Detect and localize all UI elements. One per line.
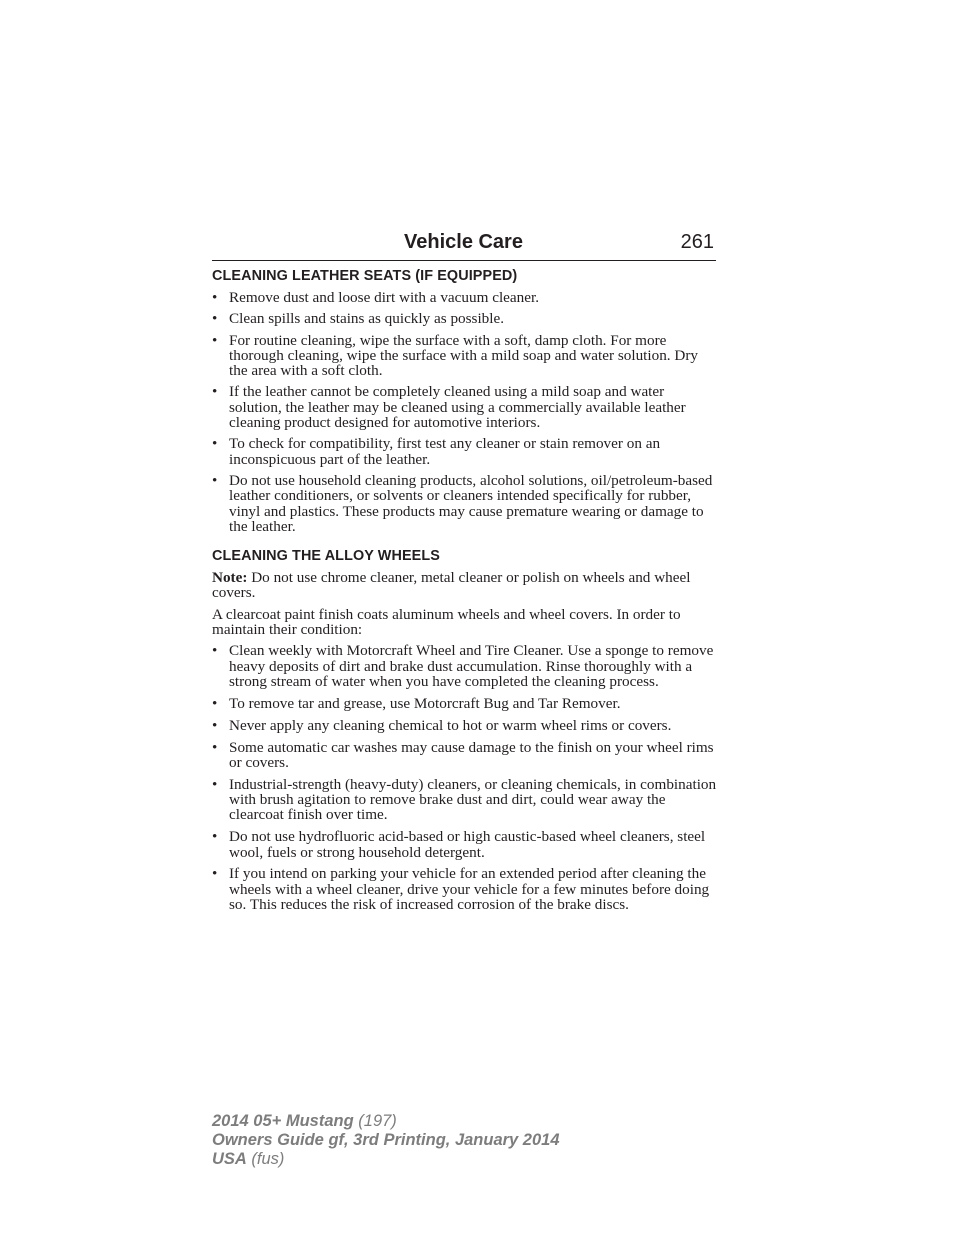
bullet-icon: •: [212, 310, 218, 328]
list-item-text: Some automatic car washes may cause damage to the finish on your wheel rims or covers.: [229, 738, 714, 771]
list-item: [212, 473, 717, 534]
note-text: Do not use chrome cleaner, metal cleaner or polish on wheels and wheel covers.: [212, 569, 691, 602]
page-header: [212, 229, 716, 261]
list-item-text: To remove tar and grease, use Motorcraft Bug and Tar Remover.: [229, 694, 621, 712]
list-item: [212, 718, 717, 733]
list-item-text: Clean weekly with Motorcraft Wheel and Tire Cleaner. Use a sponge to remove heavy deposits of dirt and brake dust accumulation. Rinse thoroughly with a strong stream of water when you have completed the cleaning process.: [229, 642, 714, 690]
list-item: [212, 436, 717, 467]
list-item-text: Industrial-strength (heavy-duty) cleaners, or cleaning chemicals, in combination with brush agitation to remove brake dust and dirt, could wear away the clearcoat finish over time.: [229, 775, 717, 824]
bullet-icon: •: [212, 471, 218, 489]
list-item-text: Do not use hydrofluoric acid-based or high caustic-based wheel cleaners, steel wool, fuels or strong household detergent.: [229, 828, 706, 861]
bullet-icon: •: [212, 716, 218, 734]
page-footer: [212, 1112, 560, 1169]
list-item-text: If you intend on parking your vehicle for an extended period after cleaning the wheels with a wheel cleaner, drive your vehicle for a few minutes before doing so. This reduces the risk of increased corrosion of the brake discs.: [229, 865, 710, 914]
bullet-icon: •: [212, 865, 218, 883]
leather-seats-list: [212, 290, 717, 534]
bullet-icon: •: [212, 694, 218, 712]
list-item: [212, 643, 717, 689]
footer-model: 2014 05+ Mustang: [212, 1112, 354, 1130]
list-item-text: Never apply any cleaning chemical to hot or warm wheel rims or covers.: [229, 716, 672, 734]
list-item: [212, 696, 717, 711]
list-item-text: For routine cleaning, wipe the surface with a soft, damp cloth. For more thorough cleaning, wipe the surface with a mild soap and water solution. Dry the area with a soft cloth.: [229, 331, 699, 380]
list-item: [212, 333, 717, 379]
list-item-text: To check for compatibility, first test any cleaner or stain remover on an inconspicuous part of the leather.: [229, 435, 661, 468]
section-heading-leather-seats: CLEANING LEATHER SEATS (IF EQUIPPED): [212, 268, 518, 284]
list-item: [212, 384, 717, 430]
bullet-icon: •: [212, 738, 218, 756]
list-item: [212, 866, 717, 912]
list-item: [212, 777, 717, 823]
footer-line-model: [212, 1112, 560, 1131]
bullet-icon: •: [212, 383, 218, 401]
bullet-icon: •: [212, 289, 218, 306]
bullet-icon: •: [212, 775, 218, 793]
list-item-text: Remove dust and loose dirt with a vacuum cleaner.: [229, 289, 539, 306]
section-heading-alloy-wheels: CLEANING THE ALLOY WHEELS: [212, 548, 440, 565]
footer-line-market: [212, 1150, 560, 1169]
footer-market: USA: [212, 1150, 247, 1168]
footer-market-code: (fus): [246, 1150, 285, 1168]
bullet-icon: •: [212, 642, 218, 660]
list-item: [212, 829, 717, 860]
page-title: Vehicle Care: [404, 231, 523, 253]
alloy-wheels-list: [212, 643, 717, 912]
list-item: [212, 740, 717, 771]
bullet-icon: •: [212, 828, 218, 846]
bullet-icon: •: [212, 331, 218, 349]
note-label: Note:: [212, 569, 248, 587]
list-item: [212, 311, 717, 326]
footer-line-printing: Owners Guide gf, 3rd Printing, January 2014: [212, 1131, 560, 1149]
note-paragraph: [212, 570, 717, 601]
page-number: 261: [680, 231, 714, 253]
intro-paragraph: A clearcoat paint finish coats aluminum wheels and wheel covers. In order to maintain their condition:: [212, 605, 681, 639]
list-item-text: If the leather cannot be completely cleaned using a mild soap and water solution, the leather may be cleaned using a commercially available leather cleaning product designed for automotive interiors.: [229, 383, 686, 432]
list-item: [212, 290, 717, 305]
bullet-icon: •: [212, 435, 218, 453]
page-content: [212, 267, 717, 919]
list-item-text: Do not use household cleaning products, alcohol solutions, oil/petroleum-based leather conditioners, or solvents or cleaners intended specifically for rubber, vinyl and plastics. These products may cause premature wearing or damage to the leather.: [229, 471, 713, 535]
footer-model-code: (197): [353, 1112, 397, 1130]
list-item-text: Clean spills and stains as quickly as possible.: [229, 310, 505, 328]
